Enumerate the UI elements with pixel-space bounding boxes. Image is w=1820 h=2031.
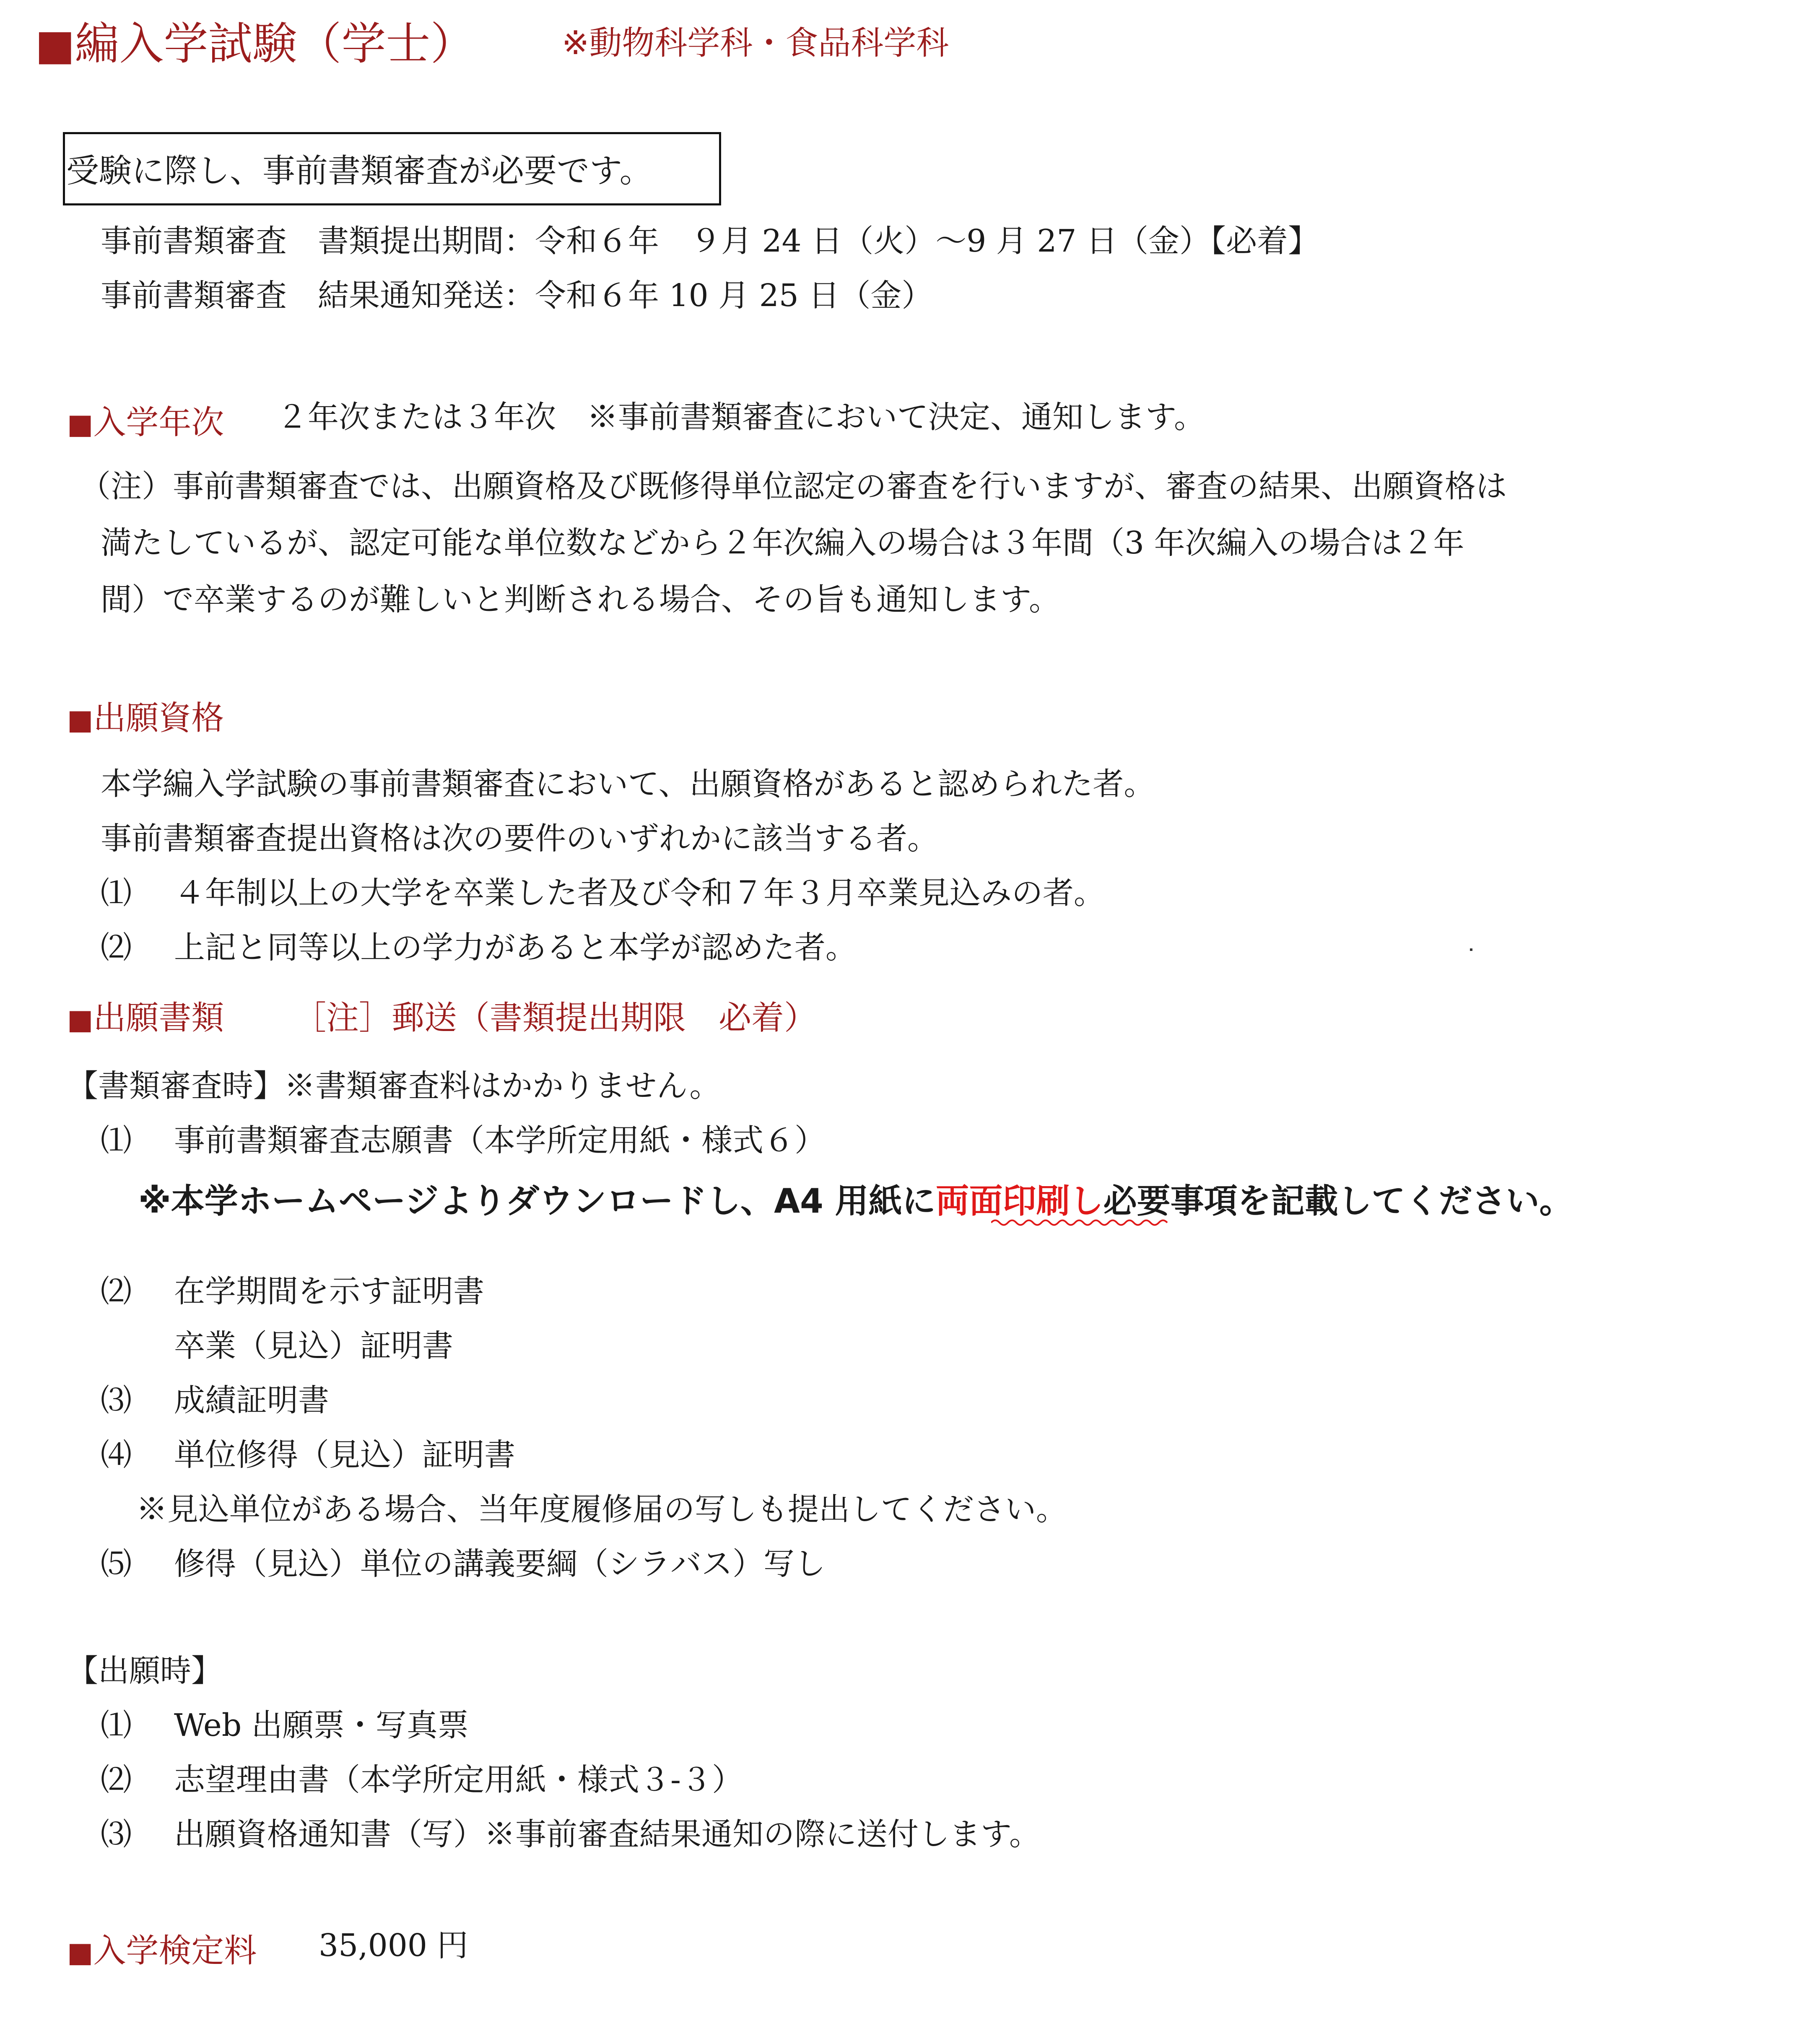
qualification-label: 出願資格	[93, 699, 224, 737]
review-item-4-num: ⑷	[101, 1437, 132, 1473]
spellcheck-underline	[991, 1218, 1171, 1227]
review-item-1-num: ⑴	[101, 1122, 132, 1158]
application-item-3-text: 出願資格通知書（写）※事前審査結果通知の際に送付します。	[174, 1816, 1041, 1852]
qualification-marker: ■	[67, 704, 93, 736]
title-department-note: ※動物科学科・食品科学科	[562, 24, 949, 62]
review-time-label: 【書類審査時】※書類審査料はかかりません。	[67, 1068, 721, 1104]
review-item-3-text: 成績証明書	[174, 1382, 329, 1418]
notice-box-text: 受験に際し、事前書類審査が必要です。	[66, 152, 652, 190]
admission-year-marker: ■	[67, 408, 93, 440]
page-title-row	[35, 8, 475, 72]
review-item-5	[101, 1543, 826, 1585]
admission-year-label: 入学年次	[93, 404, 224, 442]
review-item-3	[101, 1379, 329, 1421]
stray-dot	[1470, 948, 1472, 951]
application-item-2-num: ⑵	[101, 1762, 132, 1798]
application-item-3-num: ⑶	[101, 1816, 132, 1852]
review-item-4	[101, 1434, 515, 1476]
admission-year-note-3: 間）で卒業するのが難しいと判断される場合、その旨も通知します。	[101, 582, 1060, 618]
application-item-3	[101, 1813, 1041, 1855]
qualification-item-1-text: ４年制以上の大学を卒業した者及び令和７年３月卒業見込みの者。	[174, 875, 1105, 911]
qualification-line-1: 本学編入学試験の事前書類審査において、出願資格があると認められた者。	[101, 766, 1155, 802]
qualification-item-2	[101, 927, 857, 969]
application-item-1	[101, 1704, 469, 1746]
application-item-2-text: 志望理由書（本学所定用紙・様式３-３）	[174, 1762, 743, 1798]
documents-marker: ■	[67, 1003, 93, 1036]
admission-year-note-2: 満たしているが、認定可能な単位数などから２年次編入の場合は３年間（3 年次編入の場合は２年	[101, 525, 1464, 561]
admission-year-heading	[67, 396, 224, 443]
qualification-heading	[67, 692, 224, 739]
admission-year-note-1: （注）事前書類審査では、出願資格及び既修得単位認定の審査を行いますが、審査の結果、出願資格は	[80, 468, 1507, 504]
application-item-1-num: ⑴	[101, 1707, 132, 1743]
fee-amount: 35,000 円	[319, 1927, 468, 1963]
page-title: 編入学試験（学士）	[75, 18, 475, 70]
qualification-item-1-num: ⑴	[101, 875, 132, 911]
qualification-line-2: 事前書類審査提出資格は次の要件のいずれかに該当する者。	[101, 821, 938, 857]
fee-heading	[67, 1925, 257, 1971]
download-note-post: 必要事項を記載してください。	[1103, 1182, 1573, 1221]
qualification-item-1	[101, 872, 1105, 914]
review-item-3-num: ⑶	[101, 1382, 132, 1418]
download-note-pre: ※本学ホームページよりダウンロードし、A4 用紙に	[138, 1182, 936, 1221]
documents-heading-note: ［注］郵送（書類提出期限 必着）	[293, 999, 817, 1037]
result-notice-line: 事前書類審査 結果通知発送：令和６年 10 月 25 日（金）	[101, 278, 933, 314]
review-item-5-text: 修得（見込）単位の講義要綱（シラバス）写し	[174, 1546, 826, 1582]
review-item-2-num: ⑵	[101, 1273, 132, 1309]
application-item-1-text: Web 出願票・写真票	[174, 1707, 469, 1743]
graduation-certificate: 卒業（見込）証明書	[174, 1328, 453, 1364]
review-item-4-text: 単位修得（見込）証明書	[174, 1437, 515, 1473]
documents-heading	[67, 992, 224, 1039]
qualification-item-2-text: 上記と同等以上の学力があると本学が認めた者。	[174, 930, 857, 966]
review-item-1	[101, 1119, 826, 1161]
review-item-2-text: 在学期間を示す証明書	[174, 1273, 484, 1309]
review-item-2	[101, 1270, 484, 1312]
application-time-label: 【出願時】	[67, 1653, 222, 1689]
title-marker: ■	[35, 20, 75, 69]
documents-label: 出願書類	[93, 999, 224, 1037]
fee-marker: ■	[67, 1936, 93, 1969]
review-item-1-text: 事前書類審査志願書（本学所定用紙・様式６）	[174, 1122, 826, 1158]
admission-year-text: ２年次または３年次 ※事前書類審査において決定、通知します。	[277, 399, 1205, 435]
qualification-item-2-num: ⑵	[101, 930, 132, 966]
fee-label: 入学検定料	[93, 1932, 257, 1970]
review-period-line: 事前書類審査 書類提出期間：令和６年 ９月 24 日（火）～9 月 27 日（金）【必着】	[101, 223, 1319, 259]
application-item-2	[101, 1759, 743, 1801]
credit-note: ※見込単位がある場合、当年度履修届の写しも提出してください。	[136, 1491, 1067, 1527]
download-note-highlight: 両面印刷し	[935, 1182, 1103, 1221]
download-note	[138, 1174, 1573, 1222]
review-item-5-num: ⑸	[101, 1546, 132, 1582]
